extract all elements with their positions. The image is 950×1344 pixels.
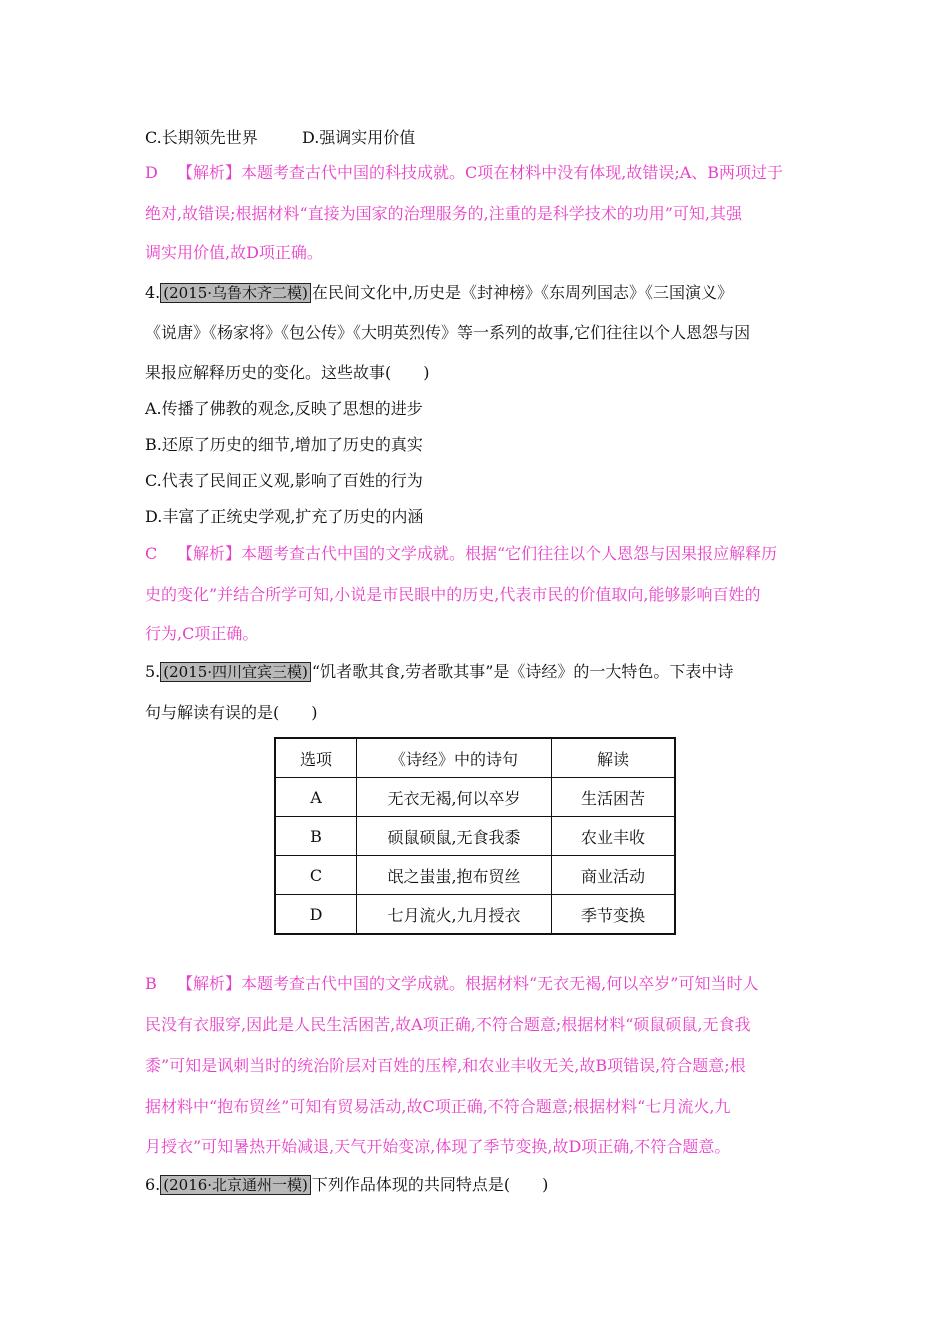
q4-stem-line-3: 果报应解释历史的变化。这些故事( ) — [145, 363, 430, 382]
table-row — [275, 817, 675, 856]
q4-stem-text-1: 在民间文化中,历史是《封神榜》《东周列国志》《三国演义》 — [311, 283, 734, 302]
q5-stem-line-1 — [145, 661, 815, 683]
q4-option-a: A.传播了佛教的观念,反映了思想的进步 — [145, 399, 423, 418]
q4-number: 4. — [145, 283, 161, 302]
q6-number: 6. — [145, 1175, 161, 1194]
table-cell: 氓之蚩蚩,抱布贸丝 — [357, 856, 552, 895]
table-row — [275, 895, 675, 935]
q3-answer-letter: D — [145, 163, 158, 182]
q5-source-tag: (2015·四川宜宾三模) — [160, 662, 311, 682]
table-cell: 硕鼠硕鼠,无食我黍 — [357, 817, 552, 856]
q4-analysis-text-1: 【解析】本题考查古代中国的文学成就。根据“它们往往以个人恩怨与因果报应解释历 — [177, 544, 778, 563]
q4-option-b: B.还原了历史的细节,增加了历史的真实 — [145, 435, 423, 454]
table-cell: 生活困苦 — [552, 778, 676, 817]
q4-source-tag: (2015·乌鲁木齐二模) — [160, 283, 311, 303]
table-header-cell: 解读 — [552, 738, 676, 778]
q5-stem-text-1: “饥者歌其食,劳者歌其事”是《诗经》的一大特色。下表中诗 — [311, 662, 734, 681]
q5-table — [274, 737, 676, 935]
table-cell: D — [275, 895, 357, 935]
table-cell: 七月流火,九月授衣 — [357, 895, 552, 935]
table-cell: B — [275, 817, 357, 856]
table-cell: 商业活动 — [552, 856, 676, 895]
q6-source-tag: (2016·北京通州一模) — [160, 1175, 311, 1195]
q3-option-c: C.长期领先世界 — [145, 128, 258, 147]
q5-analysis-line-4: 据材料中“抱布贸丝”可知有贸易活动,故C项正确,不符合题意;根据材料“七月流火,九 — [145, 1097, 731, 1116]
q5-analysis-line-3: 黍”可知是讽刺当时的统治阶层对百姓的压榨,和农业丰收无关,故B项错误,符合题意;根 — [145, 1056, 746, 1075]
q3-analysis-text-1: 【解析】本题考查古代中国的科技成就。C项在材料中没有体现,故错误;A、B两项过于 — [177, 163, 784, 182]
q4-option-d: D.丰富了正统史学观,扩充了历史的内涵 — [145, 507, 424, 526]
q4-answer-letter: C — [145, 544, 158, 563]
q5-analysis-text-1: 【解析】本题考查古代中国的文学成就。根据材料“无衣无褐,何以卒岁”可知当时人 — [177, 974, 759, 993]
q5-stem-line-2: 句与解读有误的是( ) — [145, 703, 318, 722]
q5-analysis-line-2: 民没有衣服穿,因此是人民生活困苦,故A项正确,不符合题意;根据材料“硕鼠硕鼠,无食我 — [145, 1015, 751, 1034]
table-cell: A — [275, 778, 357, 817]
q3-options-line — [145, 127, 815, 149]
q5-number: 5. — [145, 662, 161, 681]
table-header-cell: 《诗经》中的诗句 — [357, 738, 552, 778]
q4-option-c: C.代表了民间正义观,影响了百姓的行为 — [145, 471, 423, 490]
q4-stem-line-2: 《说唐》《杨家将》《包公传》《大明英烈传》等一系列的故事,它们往往以个人恩怨与因 — [145, 323, 751, 342]
q3-option-d: D.强调实用价值 — [301, 128, 416, 147]
q4-analysis-line-2: 史的变化”并结合所学可知,小说是市民眼中的历史,代表市民的价值取向,能够影响百姓的 — [145, 585, 761, 604]
table-header-cell: 选项 — [275, 738, 357, 778]
q4-stem-line-1 — [145, 282, 815, 304]
table-row — [275, 778, 675, 817]
table-cell: C — [275, 856, 357, 895]
table-cell: 无衣无褐,何以卒岁 — [357, 778, 552, 817]
q4-analysis-line-1 — [145, 543, 815, 565]
q4-analysis-line-3: 行为,C项正确。 — [145, 624, 259, 643]
q6-stem-text-1: 下列作品体现的共同特点是( ) — [311, 1175, 549, 1194]
table-cell: 季节变换 — [552, 895, 676, 935]
q3-analysis-line-3: 调实用价值,故D项正确。 — [145, 243, 323, 262]
q6-stem-line-1 — [145, 1174, 815, 1196]
table-cell: 农业丰收 — [552, 817, 676, 856]
q5-analysis-line-5: 月授衣”可知暑热开始减退,天气开始变凉,体现了季节变换,故D项正确,不符合题意。 — [145, 1137, 731, 1156]
q3-analysis-line-1 — [145, 162, 815, 184]
q3-analysis-line-2: 绝对,故错误;根据材料“直接为国家的治理服务的,注重的是科学技术的功用”可知,其强 — [145, 204, 743, 223]
table-header-row — [275, 738, 675, 778]
q5-answer-letter: B — [145, 974, 157, 993]
q5-analysis-line-1 — [145, 973, 815, 995]
table-row — [275, 856, 675, 895]
